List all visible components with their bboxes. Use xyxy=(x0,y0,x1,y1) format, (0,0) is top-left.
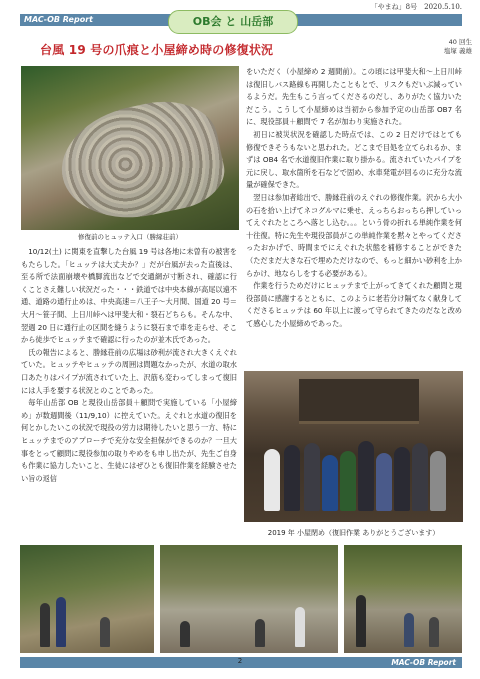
work-photo-3 xyxy=(344,545,462,653)
report-label-bottom: MAC-OB Report xyxy=(391,658,456,667)
page-number: 2 xyxy=(237,657,243,665)
paragraph: 初日に被災状況を確認した時点では、この 2 日だけではとても修復できそうもないと思われた。どこまで目処を立てられるか、まずは OB4 名で水道復旧作業に取り掛かる。流されていたパイプを元に戻し、取水箇所を石などで固め、水車発電が回るのに充分な流量が確保できた。 xyxy=(246,129,462,190)
paragraph: 翌日は参加者総出で、勝縁荘前のえぐれの修復作業。沢から大小の石を拾い上げてネコグルマに乗せ、えっちらおっちら押していってえぐれたところへ落とし込む。。。という骨の折れる単純作業を何十往復。特に先生や現役部員がこの単純作業を黙々とやってくださったおかげで、時間までにえぐれた状態を補修することができた（ただまだ大きな石で埋めただけなので、もっと細かい砂利を上からかけ、地ならしをする必要がある）。 xyxy=(246,192,462,278)
group-photo xyxy=(244,371,463,522)
masthead-badge: OB会 と 山岳部 xyxy=(168,10,298,34)
paragraph: 氏の報告によると、勝縁荘前の広場は砂利が流され大きくえぐれていた。ヒュッテやヒュッテの周囲は問題なかったが、水道の取水口あたりはパイプが流されていた上、沢筋も変わってしまって復旧には人手を要する状況とのことであった。 xyxy=(21,347,237,395)
report-label-top: MAC-OB Report xyxy=(24,15,93,24)
eroded-path xyxy=(51,91,230,230)
photo1-caption: 修復前のヒュッテ入口（勝縁荘前） xyxy=(78,233,182,241)
paragraph: 10/12(土) に関東を直撃した台風 19 号は各地に未曽有の被害をもたらした。「ヒュッテは大丈夫か？」だが台風が去った直後は、至る所で法面崩壊や橋脚流出などで交通網が寸断され、確認に行くことさえ難しい状況だった・・・鉄道では中央本線が高尾以遠不通、道路の通行止めは、中央高速＝八王子〜大月間、国道 20 号＝大月〜笹子間、上日川峠へは甲斐大和・裂石どちらも。そんな中、翌週 20 日に通行止の区間を縫うように裂石まで車を走らせ、そこから徒歩でヒュッテまで確認に行ったのが並木氏であった。 xyxy=(21,247,237,345)
author-class: 40 回生 xyxy=(448,38,472,46)
group-photo-caption: 2019 年 小屋閉め（復旧作業 ありがとうございます） xyxy=(267,529,440,537)
paragraph: をいただく（小屋締め 2 週間前）。この頃には甲斐大和〜上日川峠は復旧しバス路線も再開したこともとで、リスクもだいぶ減っているようだ。先生もこう言ってくださるのだし、ありがたく協力いただこう。こうして小屋締めは当初から参加予定の山岳部 OB7 名に、現役部員＋顧問で 7 名が加わり実施された。 xyxy=(246,67,462,127)
hut-building xyxy=(299,379,419,424)
author-credit xyxy=(400,38,472,56)
paragraph: 作業を行うためだけにヒュッテまで上がってきてくれた顧問と現役部員に感謝するとともに、このように老若分け隔てなく献身してくださるヒュッテは 60 年以上に渡って守られてきたのだなと改めて感心した小屋締めであった。 xyxy=(246,281,462,328)
article-title: 台風 19 号の爪痕と小屋締め時の修復状況 xyxy=(40,43,274,57)
trail-entrance-photo xyxy=(21,66,239,230)
author-name: 塩塚 義雄 xyxy=(443,47,472,55)
work-photo-2 xyxy=(160,545,338,653)
issue-info: 「やまね」8号 2020.5.10. xyxy=(370,3,462,11)
left-text-column xyxy=(21,246,237,485)
right-text-column xyxy=(246,66,462,330)
work-photo-1 xyxy=(20,545,154,653)
group-people xyxy=(264,421,449,511)
paragraph: 毎年山岳部 OB と現役山岳部員＋顧問で実施している「小屋締め」が数週間後（11/9,10）に控えていた。えぐれと水道の復旧を何とかしたいこの状況で現役の労力は期待したいと思う一方、特にヒュッテまでのアプローチで充分な安全担保ができるのか？一旦大事をとって顧問に現役参加の取りやめをも申し出たが、先生ご自身も作業に協力したいこと、生徒にはぜひとも復旧作業を経験させたい旨の返信 xyxy=(21,398,237,483)
